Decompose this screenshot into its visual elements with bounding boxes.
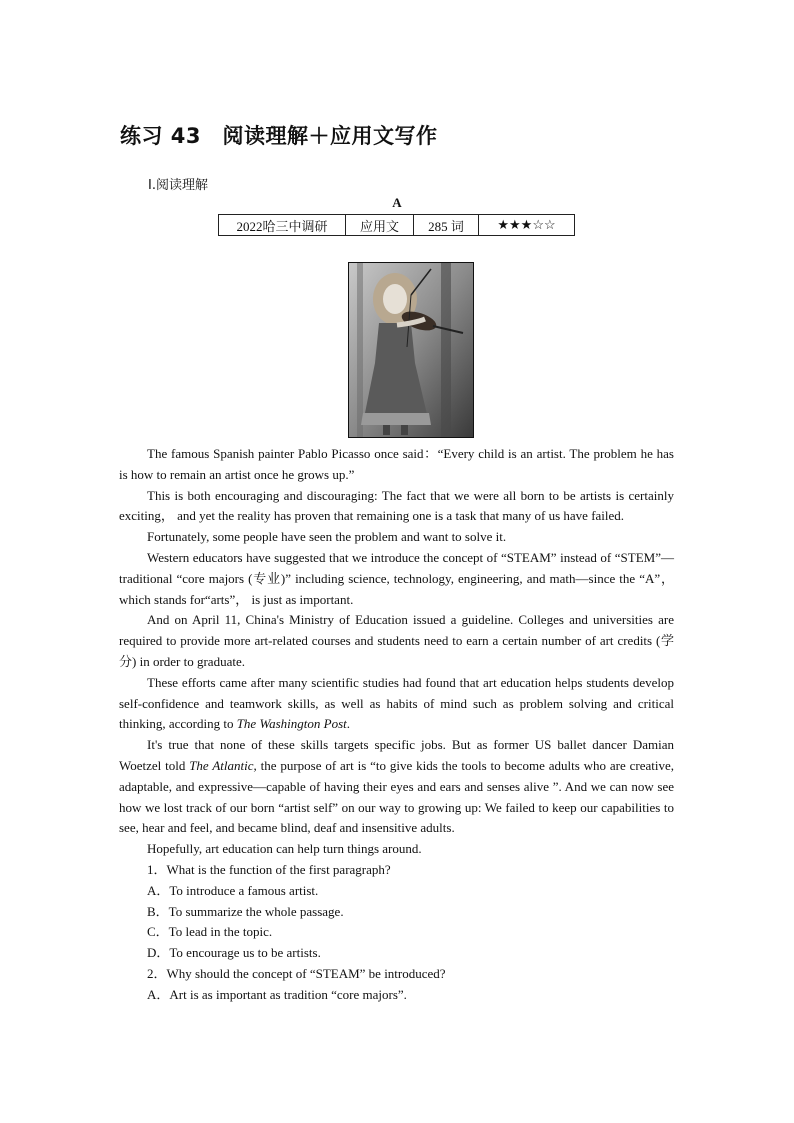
paragraph-text: It's true that none of these skills targets specific jobs. But as former US ballet dancer Damian Woetzel told [119,737,674,773]
section-heading: Ⅰ.阅读理解 [148,178,208,193]
info-genre: 应用文 [346,215,414,236]
paragraph [119,673,674,735]
passage-body [119,444,674,1006]
paragraph: Hopefully, art education can help turn things around. [147,841,422,857]
page-title: 练习 43 阅读理解＋应用文写作 [120,124,438,148]
paragraph: And on April 11, China's Ministry of Education issued a guideline. Colleges and universities are required to provide more art-related courses and students need to earn a certain number of art credits (学分) in order to graduate. [119,612,674,669]
info-word-count: 285 词 [414,215,479,236]
info-source: 2022哈三中调研 [219,215,346,236]
answer-option: A．To introduce a famous artist. [147,882,319,898]
paragraph [119,735,674,839]
paragraph: Western educators have suggested that we introduce the concept of “STEAM” instead of “STEM”—traditional “core majors (专业)” including science, technology, engineering, and math—since the “A”， which stands for“arts”， is just as important. [119,549,674,607]
paragraph-text: the purpose of art is “to give kids the tools to become adults who are creative, adaptable, and expressive—capable of having their eyes and ears and senses alive ”. And we can now see how we lost track of our born “artist self” on our way to growing up: We failed to keep our capabilities to see, hear and feel, and became blind, deaf and insensitive adults. [119,757,674,836]
paragraph: Fortunately, some people have seen the problem and want to solve it. [147,529,507,545]
answer-option: A．Art is as important as tradition “core majors”. [147,986,407,1002]
source-title: The Atlantic, [189,757,257,773]
passage-letter: A [392,195,402,210]
answer-option: D．To encourage us to be artists. [147,945,321,961]
paragraph-text: . [346,716,350,732]
passage-info-table [218,214,575,236]
info-difficulty: ★★★☆☆ [479,215,575,236]
girl-with-violin-photo [348,262,474,438]
answer-option: B．To summarize the whole passage. [147,903,344,919]
question: 2．Why should the concept of “STEAM” be introduced? [147,965,446,981]
question: 1．What is the function of the first paragraph? [147,861,391,877]
source-title: The Washington Post [236,716,347,732]
paragraph: The famous Spanish painter Pablo Picasso once said：“Every child is an artist. The problem he has is how to remain an artist once he grows up.” [119,446,674,482]
answer-option: C．To lead in the topic. [147,924,273,940]
paragraph-text: These efforts came after many scientific studies had found that art education helps students develop self-confidence and teamwork skills, as well as habits of mind such as problem solving and critical thinking, according to [119,674,674,732]
paragraph: This is both encouraging and discouraging: The fact that we were all born to be artists is certainly exciting， and yet the reality has proven that remaining one is a task that many of us have failed. [119,487,674,524]
